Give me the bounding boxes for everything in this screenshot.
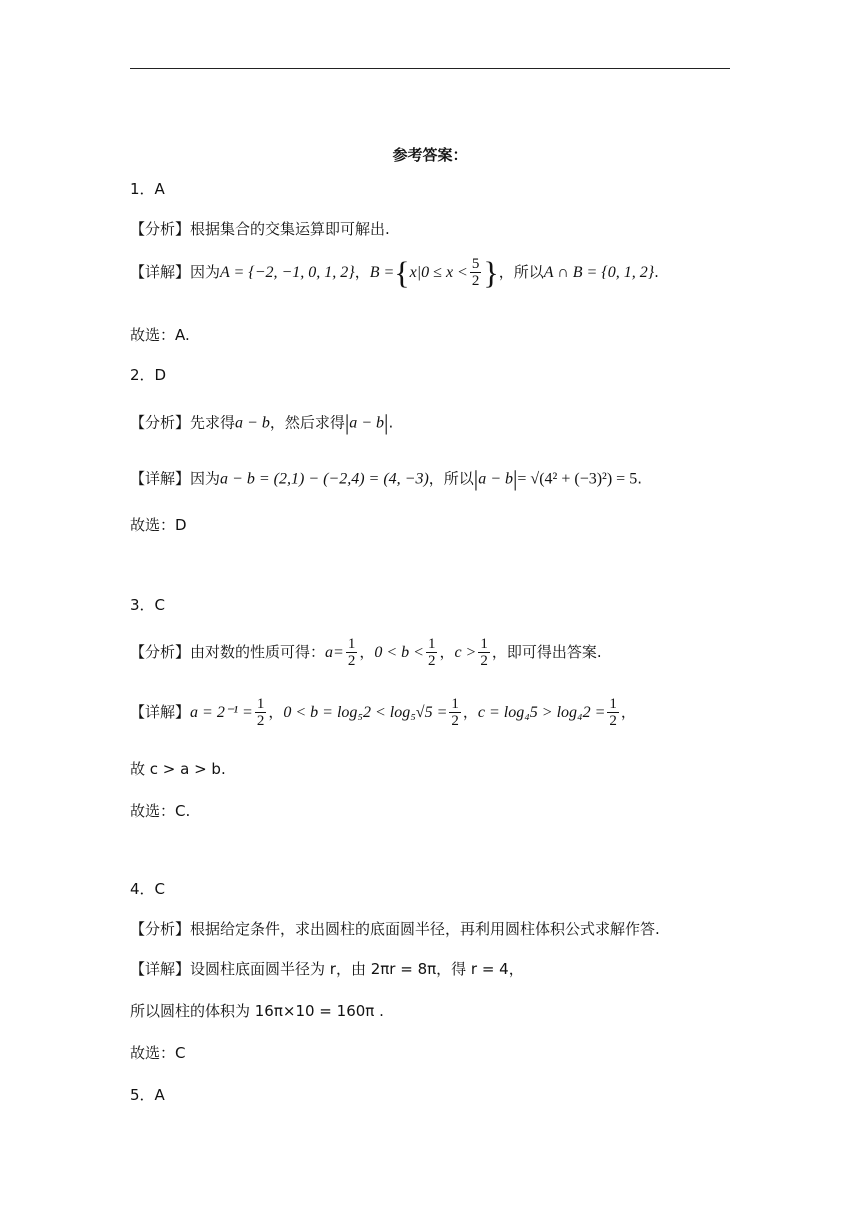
fraction-numerator: 1 bbox=[427, 636, 436, 652]
abs-bar-left: | bbox=[473, 466, 479, 491]
a-equals: a= bbox=[325, 644, 344, 661]
q3-detail bbox=[130, 696, 636, 729]
q3-answer: 3．C bbox=[130, 596, 166, 614]
c-range: c > bbox=[454, 644, 477, 661]
magnitude-result: = √(4² + (−3)²) = 5 bbox=[517, 470, 638, 488]
separator: ， bbox=[268, 703, 284, 721]
set-b-prefix: B = bbox=[369, 264, 395, 281]
analysis-tag: 【分析】 bbox=[130, 413, 191, 432]
fraction-half bbox=[426, 636, 438, 669]
analysis-text: 由对数的性质可得： bbox=[190, 643, 326, 661]
q2-answer: 2．D bbox=[130, 366, 167, 384]
analysis-mid: ，然后求得 bbox=[269, 413, 345, 432]
fraction-numerator: 1 bbox=[609, 696, 617, 712]
vector-difference: a − b bbox=[235, 414, 270, 432]
analysis-text: 根据集合的交集运算即可解出. bbox=[190, 220, 390, 238]
detail-tag: 【详解】 bbox=[130, 703, 191, 721]
a-value: a = 2⁻¹ = bbox=[190, 704, 253, 721]
b-value: 0 < b = log₅2 < log₅√5 = bbox=[283, 704, 448, 721]
b-range: 0 < b < bbox=[374, 644, 424, 661]
right-brace: } bbox=[483, 254, 499, 291]
abs-bar-right: | bbox=[384, 410, 389, 435]
detail-end: . bbox=[654, 263, 659, 281]
fraction-denominator: 2 bbox=[451, 713, 459, 729]
fraction-half bbox=[346, 636, 358, 669]
set-b-condition: x|0 ≤ x < bbox=[409, 264, 468, 281]
detail-pre: 因为 bbox=[190, 469, 221, 488]
vector-abs: a − b bbox=[349, 414, 385, 432]
detail-tag: 【详解】 bbox=[130, 469, 191, 488]
detail-mid: ，所以 bbox=[498, 263, 544, 281]
fraction-half bbox=[255, 696, 267, 729]
fraction-half bbox=[449, 696, 461, 729]
analysis-pre: 先求得 bbox=[190, 413, 236, 432]
detail-tag: 【详解】 bbox=[130, 960, 191, 978]
fraction-half bbox=[607, 696, 619, 729]
abs-bar-left: | bbox=[344, 410, 350, 435]
set-a: A = {−2, −1, 0, 1, 2} bbox=[220, 264, 355, 281]
separator: ， bbox=[439, 643, 455, 661]
fraction-numerator: 1 bbox=[256, 696, 265, 712]
q5-answer: 5．A bbox=[130, 1086, 165, 1104]
q1-analysis bbox=[130, 218, 390, 239]
detail-text: 设圆柱底面圆半径为 r，由 2πr = 8π，得 r = 4， bbox=[190, 960, 524, 978]
fraction-numerator: 1 bbox=[451, 696, 459, 712]
q4-detail bbox=[130, 958, 524, 979]
separator: ， bbox=[462, 703, 478, 721]
q4-analysis bbox=[130, 918, 660, 939]
fraction-half bbox=[478, 636, 490, 669]
detail-pre: 因为 bbox=[190, 263, 221, 281]
separator: ， bbox=[354, 263, 370, 281]
analysis-end: ，即可得出答案. bbox=[491, 643, 602, 661]
q4-choice: 故选：C bbox=[130, 1044, 186, 1062]
fraction-numerator: 1 bbox=[347, 636, 356, 652]
q2-choice: 故选：D bbox=[130, 516, 187, 534]
q3-analysis bbox=[130, 636, 602, 669]
q3-choice: 故选：C. bbox=[130, 802, 191, 820]
q1-answer: 1．A bbox=[130, 180, 165, 198]
detail-mid: ，所以 bbox=[428, 469, 474, 488]
separator: ， bbox=[620, 703, 636, 721]
vector-equation: a − b = (2,1) − (−2,4) = (4, −3) bbox=[220, 470, 429, 488]
fraction-denominator: 2 bbox=[427, 653, 436, 669]
q2-detail bbox=[130, 466, 642, 492]
intersection-result: A ∩ B = {0, 1, 2} bbox=[543, 264, 655, 281]
q4-answer: 4．C bbox=[130, 880, 166, 898]
fraction-five-halves bbox=[470, 256, 482, 289]
analysis-end: . bbox=[388, 413, 394, 432]
analysis-tag: 【分析】 bbox=[130, 920, 191, 938]
left-brace: { bbox=[394, 254, 410, 291]
fraction-numerator: 5 bbox=[471, 256, 480, 272]
detail-end: . bbox=[637, 469, 642, 488]
q2-analysis bbox=[130, 410, 393, 436]
analysis-text: 根据给定条件，求出圆柱的底面圆半径，再利用圆柱体积公式求解作答. bbox=[190, 920, 660, 938]
separator: ， bbox=[359, 643, 375, 661]
fraction-denominator: 2 bbox=[347, 653, 356, 669]
analysis-tag: 【分析】 bbox=[130, 643, 191, 661]
page-title: 参考答案： bbox=[392, 146, 468, 164]
fraction-numerator: 1 bbox=[480, 636, 488, 652]
q4-volume: 所以圆柱的体积为 16π×10 = 160π . bbox=[130, 1002, 384, 1020]
q1-choice: 故选：A. bbox=[130, 326, 190, 344]
q1-detail bbox=[130, 256, 659, 289]
q3-conclusion: 故 c > a > b. bbox=[130, 760, 226, 778]
header-rule bbox=[130, 68, 730, 69]
fraction-denominator: 2 bbox=[256, 713, 265, 729]
fraction-denominator: 2 bbox=[609, 713, 617, 729]
abs-bar-right: | bbox=[513, 466, 518, 491]
detail-tag: 【详解】 bbox=[130, 263, 191, 281]
analysis-tag: 【分析】 bbox=[130, 220, 191, 238]
c-value: c = log₄5 > log₄2 = bbox=[477, 704, 606, 721]
fraction-denominator: 2 bbox=[471, 273, 480, 289]
vector-abs: a − b bbox=[478, 470, 513, 488]
fraction-denominator: 2 bbox=[480, 653, 488, 669]
